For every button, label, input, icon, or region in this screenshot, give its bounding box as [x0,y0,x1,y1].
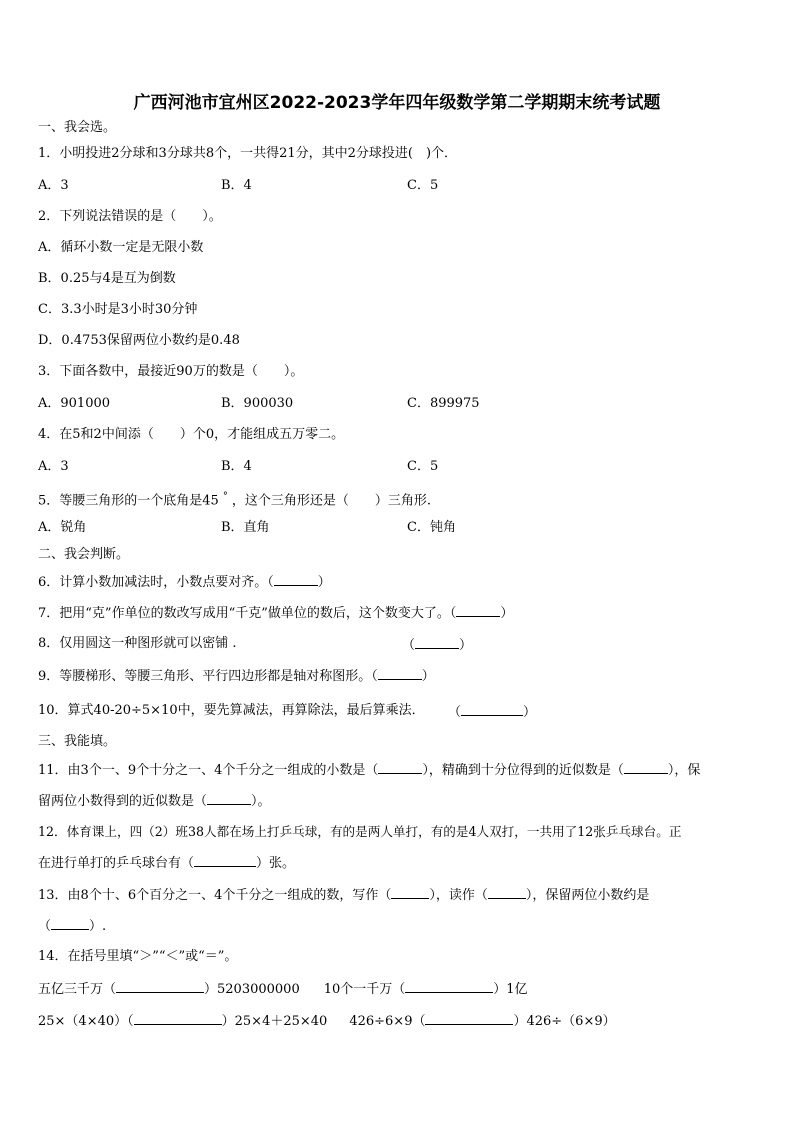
q14-row-2 [38,1011,616,1031]
question-2: 2．下列说法错误的是（ ）。 [38,209,222,224]
q14-r2-left2: 426÷6×9（ [349,1014,426,1029]
question-11-line2 [38,791,271,811]
q14-blank-3[interactable] [134,1011,222,1025]
q11-blank-tenths[interactable] [624,760,668,774]
q14-r1-left2: 10个一千万（ [323,982,406,997]
q14-r2-right: ）25×4＋25×40 [221,1014,328,1029]
q13-text-5: ）. [89,919,107,934]
question-12-line1: 12．体育课上，四（2）班38人都在场上打乒乓球，有的是两人单打，有的是4人双打，一共用了12张乒乓球台。正 [38,824,682,839]
q13-blank-round[interactable] [51,916,89,930]
q1-option-a: A．3 [38,178,69,193]
q13-blank-read[interactable] [488,885,526,899]
q4-option-b: B．4 [221,459,252,474]
q14-r2-left: 25×（4×40）（ [38,1014,134,1029]
q13-text-3: ），保留两位小数约是 [525,888,650,903]
q13-blank-write[interactable] [391,885,429,899]
question-4: 4．在5和2中间添（ ）个0，才能组成五万零二。 [38,427,345,442]
q1-option-b: B．4 [221,178,252,193]
q3-option-b: B．900030 [221,396,294,411]
q10-open: （ [448,705,462,720]
q5-text-a: 5．等腰三角形的一个底角是45 [38,493,219,509]
q7-close: ） [500,606,514,621]
q10-answer [448,702,536,722]
q11-text-1: 11．由3个一、9个十分之一、4个千分之一组成的小数是（ [38,763,379,778]
q5-option-c: C．钝角 [407,520,456,535]
exam-title: 广西河池市宜州区2022-2023学年四年级数学第二学期期末统考试题 [133,93,661,113]
q2-option-c: C．3.3小时是3小时30分钟 [38,302,198,317]
q5-option-a: A．锐角 [38,520,87,535]
q5-text-b: ，这个三角形还是（ ）三角形. [231,493,431,509]
q13-text-4: （ [38,919,52,934]
question-12-line2 [38,853,295,873]
q14-r1-right2: ）1亿 [493,982,528,997]
question-9 [38,666,435,686]
q9-close: ） [421,669,435,684]
question-13-line1 [38,885,649,905]
question-10: 10．算式40-20÷5×10中，要先算减法，再算除法，最后算乘法． [38,703,425,718]
question-8: 8．仅用圆这一种图形就可以密铺 . [38,636,237,651]
q9-text: 9．等腰梯形、等腰三角形、平行四边形都是轴对称图形。（ [38,669,378,684]
q14-blank-1[interactable] [116,979,204,993]
q14-row-1 [38,979,528,999]
q10-close: ） [523,705,537,720]
q9-answer-blank[interactable] [378,666,422,680]
q6-answer-blank[interactable] [274,572,318,586]
q13-text-1: 13．由8个十、6个百分之一、4个千分之一组成的数，写作（ [38,888,392,903]
q3-option-c: C．899975 [407,396,480,411]
degree-sign: ° [222,491,228,502]
q2-option-a: A．循环小数一定是无限小数 [38,240,204,255]
q8-close: ） [459,638,473,653]
question-13-line2 [38,916,106,936]
q10-answer-blank[interactable] [461,702,523,716]
question-6 [38,572,331,592]
q5-option-b: B．直角 [221,520,270,535]
question-3: 3．下面各数中，最接近90万的数是（ ）。 [38,364,304,379]
q11-text-3: ），保 [667,763,701,778]
q6-text: 6．计算小数加减法时，小数点要对齐。（ [38,575,274,590]
q8-answer [402,635,472,655]
q8-open: （ [402,638,416,653]
section-heading-choice: 一、我会选。 [38,120,117,135]
section-heading-fill: 三、我能填。 [38,734,117,749]
q11-text-5: ）。 [251,794,271,809]
question-1: 1．小明投进2分球和3分球共8个，一共得21分，其中2分球投进( )个． [38,146,458,161]
q1-option-c: C．5 [407,178,439,193]
q13-text-2: ），读作（ [429,888,488,903]
q7-text: 7．把用“克”作单位的数改写成用“千克”做单位的数后，这个数变大了。（ [38,606,457,621]
q2-option-d: D．0.4753保留两位小数约是0.48 [38,333,240,348]
q11-blank-hundredths[interactable] [207,791,251,805]
q3-option-a: A．901000 [38,396,111,411]
q6-close: ） [317,575,331,590]
q14-r1-right: ）5203000000 [204,982,300,997]
q14-blank-4[interactable] [425,1011,513,1025]
q7-answer-blank[interactable] [456,603,500,617]
q11-text-4: 留两位小数得到的近似数是（ [38,794,208,809]
q4-option-a: A．3 [38,459,69,474]
q8-answer-blank[interactable] [415,635,459,649]
q14-r1-left: 五亿三千万（ [38,982,117,997]
q2-option-b: B．0.25与4是互为倒数 [38,271,176,286]
section-heading-judge: 二、我会判断。 [38,547,130,562]
q4-option-c: C．5 [407,459,439,474]
q14-blank-2[interactable] [405,979,493,993]
q12-text-b: ）张。 [256,856,296,871]
q11-text-2: ），精确到十分位得到的近似数是（ [422,763,624,778]
q14-r2-right2: ）426÷（6×9） [513,1014,616,1029]
question-7 [38,603,513,623]
q11-blank-decimal[interactable] [378,760,422,774]
q12-text-a: 在进行单打的乒乓球台有（ [38,856,195,871]
question-5 [38,488,431,510]
question-11-line1 [38,760,700,780]
question-14: 14．在括号里填“＞”“＜”或“＝”。 [38,949,238,964]
q12-answer-blank[interactable] [194,853,256,867]
